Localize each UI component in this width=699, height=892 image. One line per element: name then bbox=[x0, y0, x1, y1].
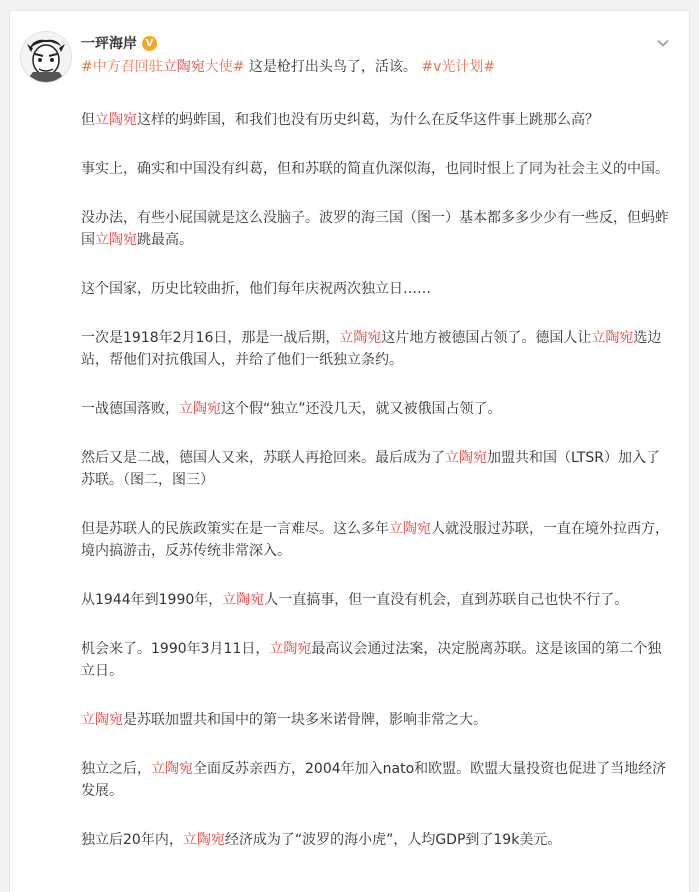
keyword-link[interactable]: 立陶宛 bbox=[151, 761, 193, 777]
keyword-link[interactable]: 立陶宛 bbox=[339, 330, 382, 346]
para-9: 从1944年到1990年，立陶宛人一直搞事，但一直没有机会，直到苏联自己也快不行了。 bbox=[81, 592, 629, 608]
intro-text: 这是枪打出头鸟了，活该。 bbox=[244, 59, 417, 75]
keyword-link[interactable]: 立陶宛 bbox=[95, 112, 137, 128]
para-3: 没办法，有些小屁国就是这么没脑子。波罗的海三国（图一）基本都多多少少有一些反，但蚂蚱国立陶宛跳最高。 bbox=[81, 210, 669, 248]
post-intro bbox=[81, 56, 495, 76]
avatar-illustration-icon bbox=[21, 32, 71, 82]
keyword-link[interactable]: 立陶宛 bbox=[591, 330, 634, 346]
username-row bbox=[81, 33, 157, 53]
keyword-link[interactable]: 立陶宛 bbox=[445, 450, 487, 466]
para-2: 事实上，确实和中国没有纠葛，但和苏联的简直仇深似海，也同时恨上了同为社会主义的中国。 bbox=[81, 161, 669, 177]
para-13: 独立后20年内，立陶宛经济成为了“波罗的海小虎”，人均GDP到了19k美元。 bbox=[81, 832, 562, 848]
chevron-down-icon[interactable] bbox=[655, 35, 671, 51]
para-1: 但立陶宛这样的蚂蚱国，和我们也没有历史纠葛，为什么在反华这件事上跳那么高？ bbox=[81, 112, 599, 128]
verified-badge-icon: V bbox=[142, 36, 157, 51]
para-4: 这个国家，历史比较曲折，他们每年庆祝两次独立日…… bbox=[81, 281, 431, 297]
keyword-link[interactable]: 立陶宛 bbox=[179, 401, 221, 417]
para-11: 立陶宛是苏联加盟共和国中的第一块多米诺骨牌，影响非常之大。 bbox=[81, 712, 487, 728]
weibo-post-card bbox=[9, 10, 690, 892]
keyword-link[interactable]: 立陶宛 bbox=[222, 592, 265, 608]
username[interactable]: 一玶海岸 bbox=[81, 36, 137, 52]
para-7: 然后又是二战，德国人又来，苏联人再抢回来。最后成为了立陶宛加盟共和国（LTSR）加入了苏联。（图二，图三） bbox=[81, 450, 661, 488]
para-8: 但是苏联人的民族政策实在是一言难尽。这么多年立陶宛人就没服过苏联，一直在境外拉西方，境内搞游击，反苏传统非常深入。 bbox=[81, 521, 669, 559]
keyword-link[interactable]: 立陶宛 bbox=[389, 521, 431, 537]
keyword-link[interactable]: 立陶宛 bbox=[81, 712, 123, 728]
topic-link-2[interactable]: #v光计划# bbox=[421, 59, 496, 75]
para-12: 独立之后，立陶宛全面反苏亲西方，2004年加入nato和欧盟。欧盟大量投资也促进了当地经济发展。 bbox=[81, 761, 667, 799]
keyword-link[interactable]: 立陶宛 bbox=[182, 832, 225, 848]
topic-link-1[interactable]: #中方召回驻立陶宛大使# bbox=[81, 59, 245, 75]
avatar[interactable] bbox=[20, 31, 72, 83]
post-body bbox=[81, 109, 671, 878]
keyword-link[interactable]: 立陶宛 bbox=[95, 232, 137, 248]
para-5: 一次是1918年2月16日，那是一战后期，立陶宛这片地方被德国占领了。德国人让立陶宛选边站，帮他们对抗俄国人，并给了他们一纸独立条约。 bbox=[81, 330, 662, 368]
para-6: 一战德国落败，立陶宛这个假“独立”还没几天，就又被俄国占领了。 bbox=[81, 401, 502, 417]
keyword-link[interactable]: 立陶宛 bbox=[269, 641, 312, 657]
para-10: 机会来了。1990年3月11日，立陶宛最高议会通过法案，决定脱离苏联。这是该国的第二个独立日。 bbox=[81, 641, 662, 679]
